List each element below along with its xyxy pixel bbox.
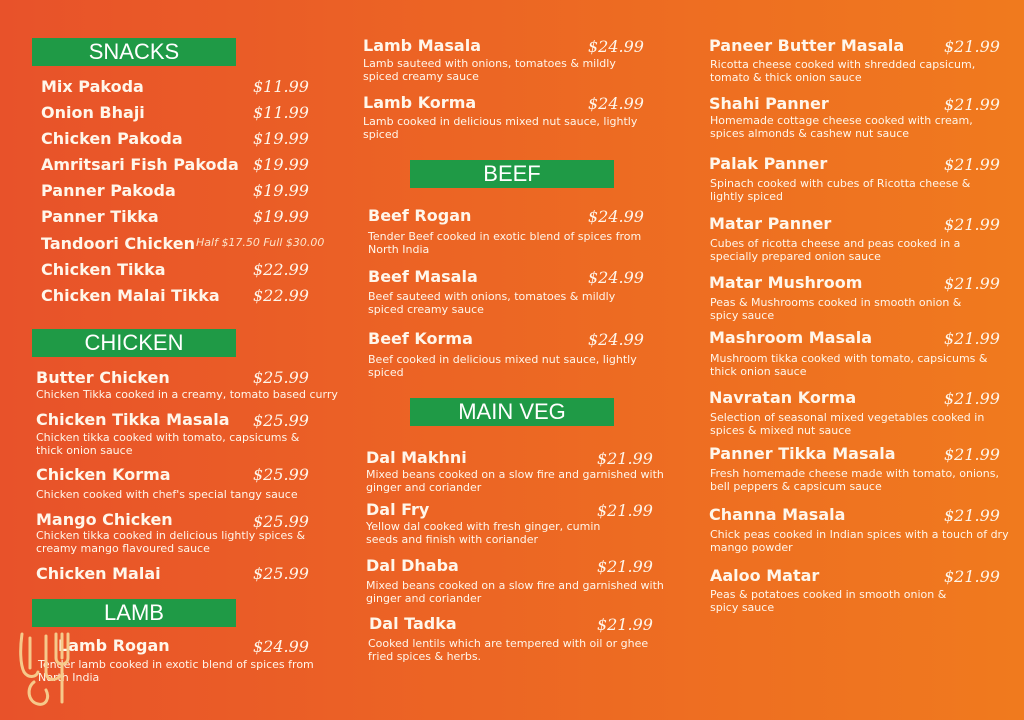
menu-item-price: $24.99 [253, 637, 309, 656]
menu-item-price: $25.99 [253, 368, 309, 387]
menu-item-name: Dal Tadka [369, 614, 457, 633]
menu-item-price: $21.99 [944, 567, 1000, 586]
menu-item-description: Homemade cottage cheese cooked with cream, spices almonds & cashew nut sauce [710, 114, 973, 140]
menu-item-name: Mango Chicken [36, 510, 173, 529]
menu-item-name: Chicken Korma [36, 465, 171, 484]
menu-item-price: $24.99 [588, 330, 644, 349]
menu-item-name: Mix Pakoda [41, 77, 144, 96]
menu-item-name: Lamb Rogan [58, 636, 170, 655]
menu-item-name: Onion Bhaji [41, 103, 145, 122]
menu-item-price: $21.99 [944, 95, 1000, 114]
menu-item-description: Chicken tikka cooked with tomato, capsicums & thick onion sauce [36, 431, 300, 457]
menu-item-name: Chicken Tikka [41, 260, 166, 279]
menu-item-name: Beef Masala [368, 267, 478, 286]
menu-item-price: $22.99 [253, 260, 309, 279]
menu-item-name: Amritsari Fish Pakoda [41, 155, 239, 174]
menu-item-description: Chicken tikka cooked in delicious lightly spices & creamy mango flavoured sauce [36, 529, 306, 555]
menu-item-description: Tender Beef cooked in exotic blend of spices from North India [368, 230, 642, 256]
menu-item-price: $25.99 [253, 512, 309, 531]
menu-item-name: Chicken Tikka Masala [36, 410, 230, 429]
section-banner-chicken: CHICKEN [32, 329, 236, 357]
menu-item-name: Tandoori Chicken [41, 234, 195, 253]
menu-item-name: Butter Chicken [36, 368, 170, 387]
menu-item-name: Chicken Malai [36, 564, 161, 583]
menu-item-description: Beef cooked in delicious mixed nut sauce, lightly spiced [368, 353, 637, 379]
menu-item-name: Chicken Pakoda [41, 129, 183, 148]
menu-item-name: Dal Fry [366, 500, 430, 519]
menu-item-name: Shahi Panner [709, 94, 829, 113]
menu-item-price: $24.99 [588, 94, 644, 113]
menu-item-description: Chicken Tikka cooked in a creamy, tomato based curry [36, 388, 338, 401]
menu-item-name: Beef Korma [368, 329, 473, 348]
menu-item-description: Cooked lentils which are tempered with oil or ghee fried spices & herbs. [368, 637, 649, 663]
menu-item-price: $21.99 [944, 389, 1000, 408]
menu-item-price: $11.99 [253, 103, 309, 122]
menu-item-price: $21.99 [944, 155, 1000, 174]
menu-item-name: Panner Tikka [41, 207, 159, 226]
menu-item-name: Lamb Korma [363, 93, 477, 112]
menu-item-name: Matar Mushroom [709, 273, 863, 292]
menu-item-name: Panner Tikka Masala [709, 444, 896, 463]
menu-item-price: $11.99 [253, 77, 309, 96]
menu-item-price: $24.99 [588, 207, 644, 226]
menu-item-price: $19.99 [253, 129, 309, 148]
menu-item-name: Lamb Masala [363, 36, 482, 55]
menu-item-price: $21.99 [944, 274, 1000, 293]
menu-item-description: Ricotta cheese cooked with shredded capsicum, tomato & thick onion sauce [710, 58, 976, 84]
menu-item-name: Palak Panner [709, 154, 828, 173]
menu-item-price: Half $17.50 Full $30.00 [196, 236, 325, 249]
menu-item-price: $24.99 [588, 37, 644, 56]
menu-item-description: Peas & potatoes cooked in smooth onion & spicy sauce [710, 588, 947, 614]
menu-item-description: Mixed beans cooked on a slow fire and garnished with ginger and coriander [366, 579, 664, 605]
menu-item-price: $21.99 [597, 557, 653, 576]
menu-item-name: Aaloo Matar [710, 566, 820, 585]
menu-item-description: Spinach cooked with cubes of Ricotta cheese & lightly spiced [710, 177, 971, 203]
menu-item-price: $21.99 [597, 501, 653, 520]
menu-item-price: $19.99 [253, 155, 309, 174]
menu-item-price: $25.99 [253, 465, 309, 484]
restaurant-logo-icon [16, 628, 84, 710]
menu-item-price: $21.99 [597, 615, 653, 634]
menu-item-price: $21.99 [944, 445, 1000, 464]
menu-item-name: Beef Rogan [368, 206, 472, 225]
section-banner-beef: BEEF [410, 160, 614, 188]
menu-item-description: Chick peas cooked in Indian spices with a touch of dry mango powder [710, 528, 1009, 554]
menu-item-price: $21.99 [944, 215, 1000, 234]
menu-item-name: Paneer Butter Masala [709, 36, 905, 55]
menu-item-description: Fresh homemade cheese made with tomato, onions, bell peppers & capsicum sauce [710, 467, 999, 493]
menu-item-description: Mixed beans cooked on a slow fire and garnished with ginger and coriander [366, 468, 664, 494]
menu-item-description: Mushroom tikka cooked with tomato, capsicums & thick onion sauce [710, 352, 988, 378]
menu-item-description: Cubes of ricotta cheese and peas cooked in a specially prepared onion sauce [710, 237, 961, 263]
menu-item-description: Peas & Mushrooms cooked in smooth onion & spicy sauce [710, 296, 962, 322]
menu-item-price: $21.99 [944, 506, 1000, 525]
menu-item-price: $24.99 [588, 268, 644, 287]
menu-item-name: Matar Panner [709, 214, 832, 233]
menu-item-description: Lamb sauteed with onions, tomatoes & mildly spiced creamy sauce [363, 57, 616, 83]
menu-item-name: Channa Masala [709, 505, 846, 524]
menu-item-name: Navratan Korma [709, 388, 857, 407]
menu-item-price: $19.99 [253, 181, 309, 200]
menu-item-description: Beef sauteed with onions, tomatoes & mildly spiced creamy sauce [368, 290, 616, 316]
menu-item-price: $19.99 [253, 207, 309, 226]
menu-item-description: Tender lamb cooked in exotic blend of spices from North India [38, 658, 314, 684]
section-banner-lamb: LAMB [32, 599, 236, 627]
menu-item-price: $22.99 [253, 286, 309, 305]
menu-item-price: $21.99 [944, 329, 1000, 348]
menu-item-price: $25.99 [253, 411, 309, 430]
menu-item-name: Dal Makhni [366, 448, 467, 467]
menu-item-description: Selection of seasonal mixed vegetables cooked in spices & mixed nut sauce [710, 411, 985, 437]
menu-item-price: $21.99 [597, 449, 653, 468]
menu-item-description: Chicken cooked with chef's special tangy sauce [36, 488, 298, 501]
menu-item-name: Panner Pakoda [41, 181, 176, 200]
section-banner-snacks: SNACKS [32, 38, 236, 66]
menu-item-price: $21.99 [944, 37, 1000, 56]
menu-item-description: Lamb cooked in delicious mixed nut sauce, lightly spiced [363, 115, 638, 141]
menu-item-name: Chicken Malai Tikka [41, 286, 220, 305]
menu-item-name: Dal Dhaba [366, 556, 459, 575]
menu-item-name: Mashroom Masala [709, 328, 873, 347]
section-banner-main-veg: MAIN VEG [410, 398, 614, 426]
menu-item-price: $25.99 [253, 564, 309, 583]
menu-item-description: Yellow dal cooked with fresh ginger, cumin seeds and finish with coriander [366, 520, 601, 546]
